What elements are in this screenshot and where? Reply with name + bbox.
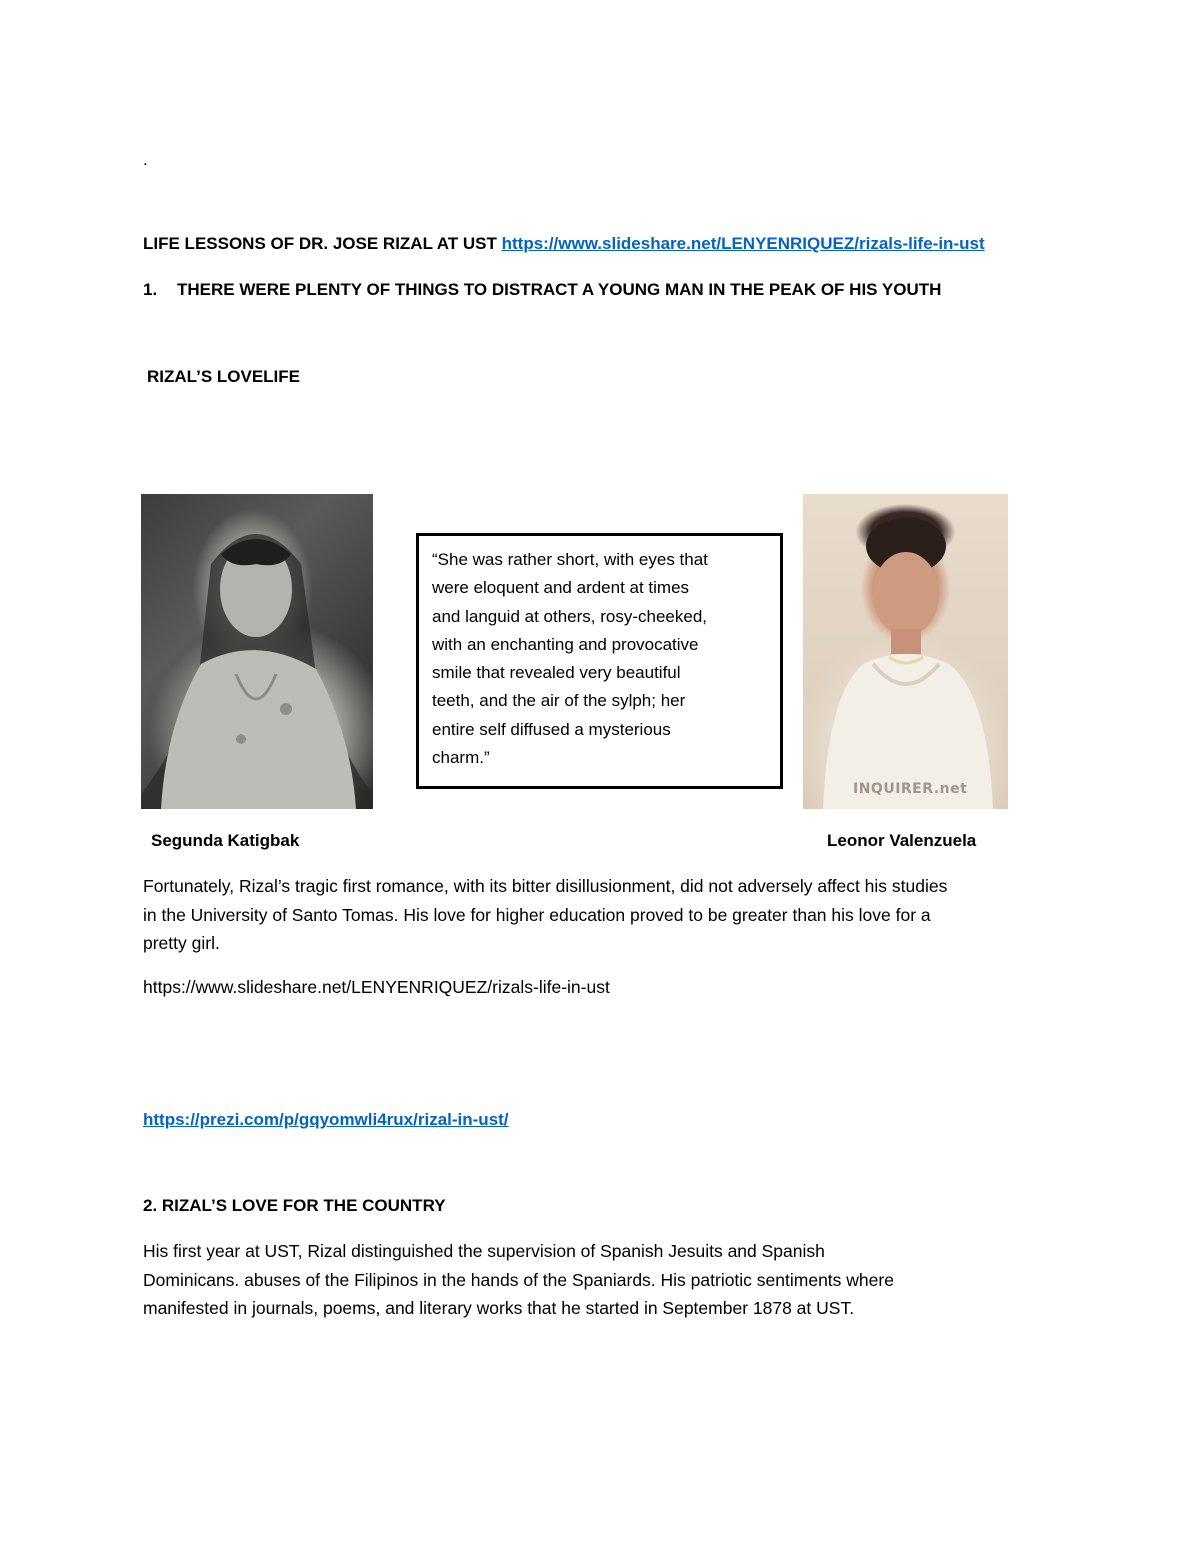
paragraph-line: in the University of Santo Tomas. His love for higher education proved to be greater than his love for a — [143, 904, 931, 925]
quote-line: and languid at others, rosy-cheeked, — [432, 606, 708, 626]
item-1-number: 1. — [143, 280, 158, 299]
paragraph-line: manifested in journals, poems, and literary works that he started in September 1878 at UST. — [143, 1298, 855, 1318]
source-url-text: https://www.slideshare.net/LENYENRIQUEZ/rizals-life-in-ust — [143, 977, 610, 997]
segunda-katigbak-portrait — [141, 494, 373, 809]
header-title: LIFE LESSONS OF DR. JOSE RIZAL AT UST — [143, 234, 502, 253]
paragraph-line: pretty girl. — [143, 933, 220, 953]
paragraph-line: Dominicans. abuses of the Filipinos in the hands of the Spaniards. His patriotic sentiments where — [143, 1269, 894, 1290]
paragraph-love-for-country — [143, 1237, 1073, 1323]
quote-line: “She was rather short, with eyes that — [432, 550, 708, 569]
leonor-valenzuela-portrait — [803, 494, 1008, 809]
item-1-text: THERE WERE PLENTY OF THINGS TO DISTRACT A YOUNG MAN IN THE PEAK OF HIS YOUTH — [177, 280, 942, 299]
lovelife-heading: RIZAL’S LOVELIFE — [147, 367, 301, 386]
document-header — [143, 230, 985, 258]
portrait-sketch-2 — [803, 494, 1008, 809]
caption-segunda-katigbak: Segunda Katigbak — [151, 831, 300, 850]
stray-dot: . — [143, 150, 148, 169]
item-1-heading — [143, 276, 942, 304]
quote-line: with an enchanting and provocative — [432, 634, 699, 654]
quote-line: charm.” — [432, 748, 490, 768]
portrait-sketch-1 — [141, 494, 373, 809]
paragraph-line: His first year at UST, Rizal distinguished the supervision of Spanish Jesuits and Spanish — [143, 1241, 825, 1261]
header-slideshare-link[interactable]: https://www.slideshare.net/LENYENRIQUEZ/rizals-life-in-ust — [501, 234, 985, 253]
quote-line: teeth, and the air of the sylph; her — [432, 691, 686, 711]
prezi-link[interactable]: https://prezi.com/p/gqyomwli4rux/rizal-in-ust/ — [143, 1110, 509, 1129]
paragraph-first-romance — [143, 872, 1073, 958]
section-2-heading: 2. RIZAL’S LOVE FOR THE COUNTRY — [143, 1196, 446, 1215]
inquirer-watermark: INQUIRER.net — [853, 781, 968, 797]
paragraph-line: Fortunately, Rizal’s tragic first romance, with its bitter disillusionment, did not adversely affect his studies — [143, 876, 948, 896]
quote-line: were eloquent and ardent at times — [432, 578, 690, 598]
quote-box — [416, 533, 783, 789]
caption-leonor-valenzuela: Leonor Valenzuela — [827, 831, 977, 850]
quote-line: entire self diffused a mysterious — [432, 719, 671, 739]
quote-line: smile that revealed very beautiful — [432, 663, 681, 683]
